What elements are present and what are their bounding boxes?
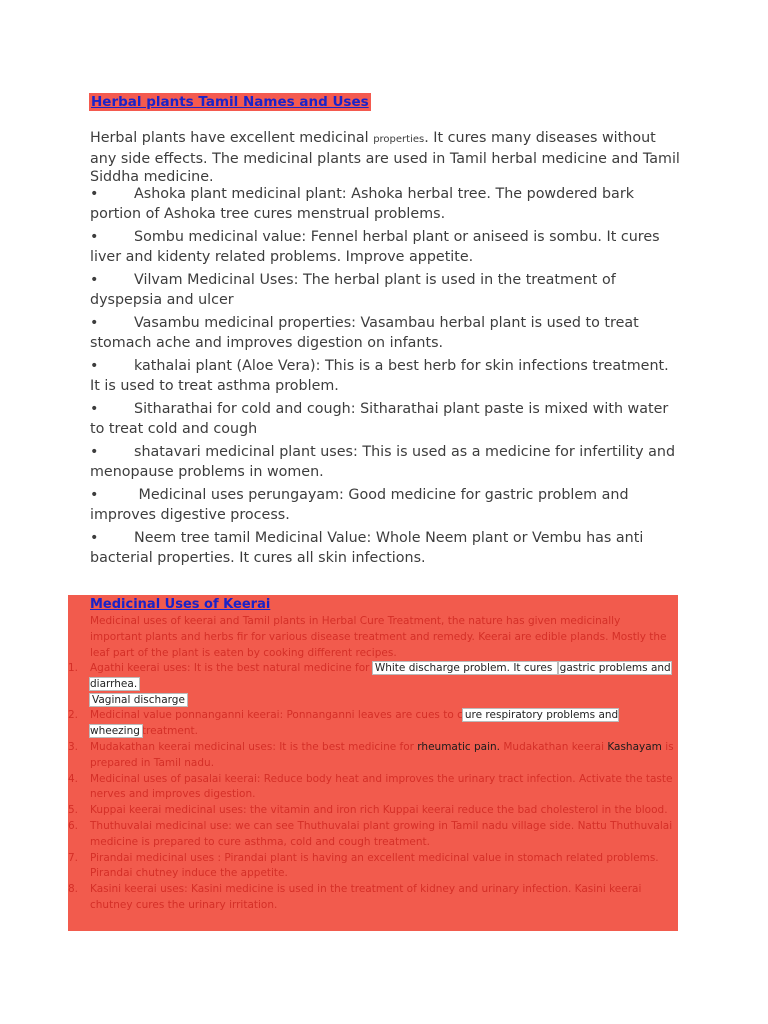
keerai-item-kasini	[68, 882, 678, 914]
emphasis-text: Kashayam	[607, 740, 662, 753]
doc-title: Herbal plants Tamil Names and Uses	[91, 94, 369, 110]
keerai-list	[68, 661, 678, 914]
item-number: 5.	[68, 804, 79, 817]
list-item-text: Vasambu medicinal properties: Vasambau herbal plant is used to treat stomach ache and improves digestion on infants.	[90, 315, 639, 351]
item-number: 8.	[68, 883, 79, 896]
highlight-text: gastric problems and diarrhea.	[90, 662, 671, 690]
item-number: 2.	[68, 709, 79, 722]
keerai-title: Medicinal Uses of Keerai	[90, 597, 271, 612]
list-item	[90, 314, 680, 353]
bullet-glyph: •	[90, 315, 99, 331]
herbal-plant-list	[90, 185, 680, 568]
bullet-glyph: •	[90, 444, 99, 460]
item-number: 6.	[68, 819, 79, 832]
list-item	[90, 529, 680, 568]
bullet-glyph: •	[90, 487, 99, 503]
keerai-item-kuppai	[68, 803, 678, 819]
bullet-glyph: •	[90, 530, 99, 546]
keerai-item-agathi	[68, 661, 678, 708]
list-item	[90, 271, 680, 310]
list-item	[90, 443, 680, 482]
bullet-glyph: •	[90, 358, 99, 374]
item-text: Kasini keerai uses: Kasini medicine is used in the treatment of kidney and urinary infection. Kasini keerai chutney cures the urinary irritation.	[90, 883, 642, 911]
item-text: Mudakathan keerai medicinal uses: It is the best medicine for	[90, 740, 418, 753]
keerai-item-thuthuvalai	[68, 819, 678, 851]
keerai-intro: Medicinal uses of keerai and Tamil plants in Herbal Cure Treatment, the nature has given medicinally important plants and herbs fir for various disease treatment and remedy. Keerai are edible plands. Mostly the leaf part of the plant is eaten by cooking different recipes.	[90, 615, 667, 659]
highlight-text: Vaginal discharge	[92, 693, 185, 706]
item-text: Kuppai keerai medicinal uses: the vitamin and iron rich Kuppai keerai reduce the bad cholesterol in the blood.	[90, 804, 668, 817]
item-text: Pirandai medicinal uses : Pirandai plant is having an excellent medicinal value in stomach related problems. Pirandai chutney induce the appetite.	[90, 851, 659, 880]
item-number: 1.	[68, 662, 79, 674]
keerai-section	[68, 595, 678, 931]
list-item-text: Neem tree tamil Medicinal Value: Whole Neem plant or Vembu has anti bacterial properties. It cures all skin infections.	[90, 530, 644, 566]
highlight-text: White discharge problem. It cures	[374, 662, 556, 674]
item-text: is prepared in Tamil nadu.	[90, 740, 674, 769]
item-text: treatment.	[141, 725, 198, 738]
item-number: 3.	[68, 740, 79, 753]
list-item-text: Sombu medicinal value: Fennel herbal plant or aniseed is sombu. It cures liver and kidenty related problems. Improve appetite.	[90, 229, 660, 265]
item-number: 4.	[68, 772, 79, 785]
list-item-text: Vilvam Medicinal Uses: The herbal plant is used in the treatment of dyspepsia and ulcer	[90, 272, 616, 308]
list-item	[90, 357, 680, 396]
list-item-text: Sitharathai for cold and cough: Sitharathai plant paste is mixed with water to treat cold and cough	[90, 401, 669, 437]
list-item-text: Ashoka plant medicinal plant: Ashoka herbal tree. The powdered bark portion of Ashoka tree cures menstrual problems.	[90, 186, 634, 222]
intro-text-2: . It cures many diseases without any side effects. The medicinal plants are used in Tamil herbal medicine and Tamil Siddha medicine.	[90, 130, 680, 185]
list-item	[90, 228, 680, 267]
bullet-glyph: •	[90, 272, 99, 288]
keerai-item-ponnanganni	[68, 708, 678, 740]
list-item-text: shatavari medicinal plant uses: This is used as a medicine for infertility and menopause problems in women.	[90, 444, 676, 480]
list-item	[90, 185, 680, 224]
bullet-glyph: •	[90, 229, 99, 245]
bullet-glyph: •	[90, 401, 99, 417]
item-text: Medicinal value ponnanganni keerai: Ponnanganni leaves are cues to c	[90, 709, 463, 722]
list-item-text: Medicinal uses perungayam: Good medicine for gastric problem and improves digestive process.	[90, 487, 629, 523]
item-text: Medicinal uses of pasalai keerai: Reduce body heat and improves the urinary tract infection. Activate the taste nerves and improves digestion.	[90, 772, 673, 801]
intro-text-1: Herbal plants have excellent medicinal	[90, 130, 374, 146]
keerai-item-pasalai	[68, 772, 678, 804]
keerai-item-pirandai	[68, 851, 678, 883]
highlight-text: ure respiratory problems and wheezing	[90, 709, 619, 738]
intro-text-small: properties	[373, 134, 425, 145]
bullet-glyph: •	[90, 186, 99, 202]
item-text: Thuthuvalai medicinal use: we can see Thuthuvalai plant growing in Tamil nadu village side. Nattu Thuthuvalai medicine is prepared to cure asthma, cold and cough treatment.	[90, 819, 673, 848]
item-text: Mudakathan keerai	[500, 740, 608, 753]
item-text: Agathi keerai uses: It is the best natural medicine for	[90, 662, 373, 674]
list-item	[90, 400, 680, 439]
intro-paragraph	[90, 129, 680, 187]
emphasis-text: rheumatic pain.	[417, 740, 501, 753]
keerai-item-mudakathan	[68, 740, 678, 772]
list-item-text: kathalai plant (Aloe Vera): This is a best herb for skin infections treatment. It is used to treat asthma problem.	[90, 358, 669, 394]
item-number: 7.	[68, 851, 79, 864]
list-item	[90, 486, 680, 525]
